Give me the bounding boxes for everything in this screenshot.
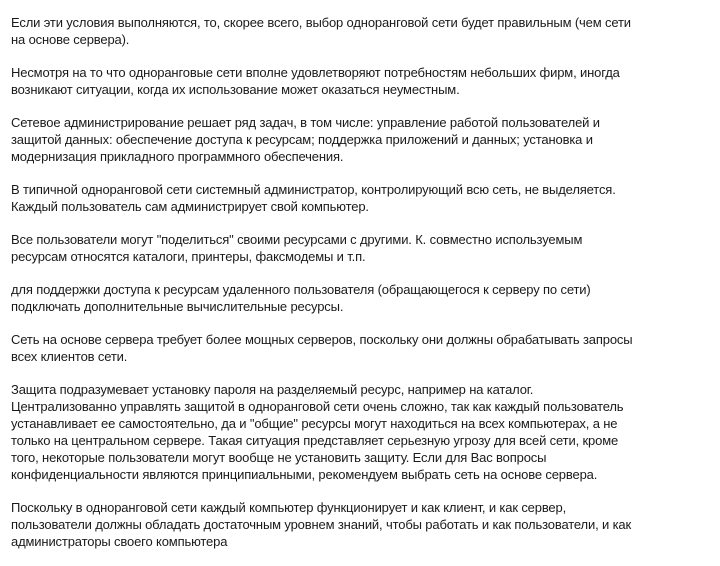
text-line: ресурсам относятся каталоги, принтеры, факсмодемы и т.п. [11,249,366,264]
paragraph [11,64,716,98]
paragraph [11,181,716,215]
paragraph [11,499,716,550]
document-body [11,14,716,566]
paragraph [11,281,716,315]
text-line: на основе сервера). [11,32,130,47]
text-line: администраторы своего компьютера [11,534,228,549]
paragraph [11,231,716,265]
paragraph [11,381,716,483]
paragraph [11,114,716,165]
text-line: Все пользователи могут "поделиться" своими ресурсами с другими. К. совместно используемым [11,232,583,247]
text-line: Несмотря на то что одноранговые сети вполне удовлетворяют потребностям небольших фирм, иногда [11,65,620,80]
text-line: Каждый пользователь сам администрирует свой компьютер. [11,199,369,214]
text-line: пользователи должны обладать достаточным уровнем знаний, чтобы работать и как пользователи, и как [11,517,632,532]
text-line: Поскольку в одноранговой сети каждый компьютер функционирует и как клиент, и как сервер, [11,500,567,515]
text-line: Защита подразумевает установку пароля на разделяемый ресурс, например на каталог. [11,382,534,397]
text-line: только на центральном сервере. Такая ситуация представляет серьезную угрозу для всей сети, кроме [11,433,619,448]
paragraph [11,14,716,48]
text-line: защитой данных: обеспечение доступа к ресурсам; поддержка приложений и данных; установка и [11,132,593,147]
text-line: того, некоторые пользователи могут вообще не установить защиту. Если для Вас вопросы [11,450,547,465]
text-line: подключать дополнительные вычислительные ресурсы. [11,299,344,314]
text-line: устанавливает ее самостоятельно, да и "общие" ресурсы могут находиться на всех компьютерах, а не [11,416,618,431]
text-line: Сетевое администрирование решает ряд задач, в том числе: управление работой пользователей и [11,115,600,130]
text-line: модернизация прикладного программного обеспечения. [11,149,344,164]
text-line: для поддержки доступа к ресурсам удаленного пользователя (обращающегося к серверу по сети) [11,282,591,297]
text-line: В типичной одноранговой сети системный администратор, контролирующий всю сеть, не выделяется. [11,182,616,197]
text-line: всех клиентов сети. [11,349,128,364]
paragraph [11,331,716,365]
text-line: Сеть на основе сервера требует более мощных серверов, поскольку они должны обрабатывать запросы [11,332,633,347]
text-line: возникают ситуации, когда их использование может оказаться неуместным. [11,82,460,97]
text-line: конфиденциальности являются принципиальными, рекомендуем выбрать сеть на основе сервера. [11,467,598,482]
text-line: Централизованно управлять защитой в одноранговой сети очень сложно, так как каждый пользователь [11,399,624,414]
text-line: Если эти условия выполняются, то, скорее всего, выбор одноранговой сети будет правильным (чем сети [11,15,631,30]
